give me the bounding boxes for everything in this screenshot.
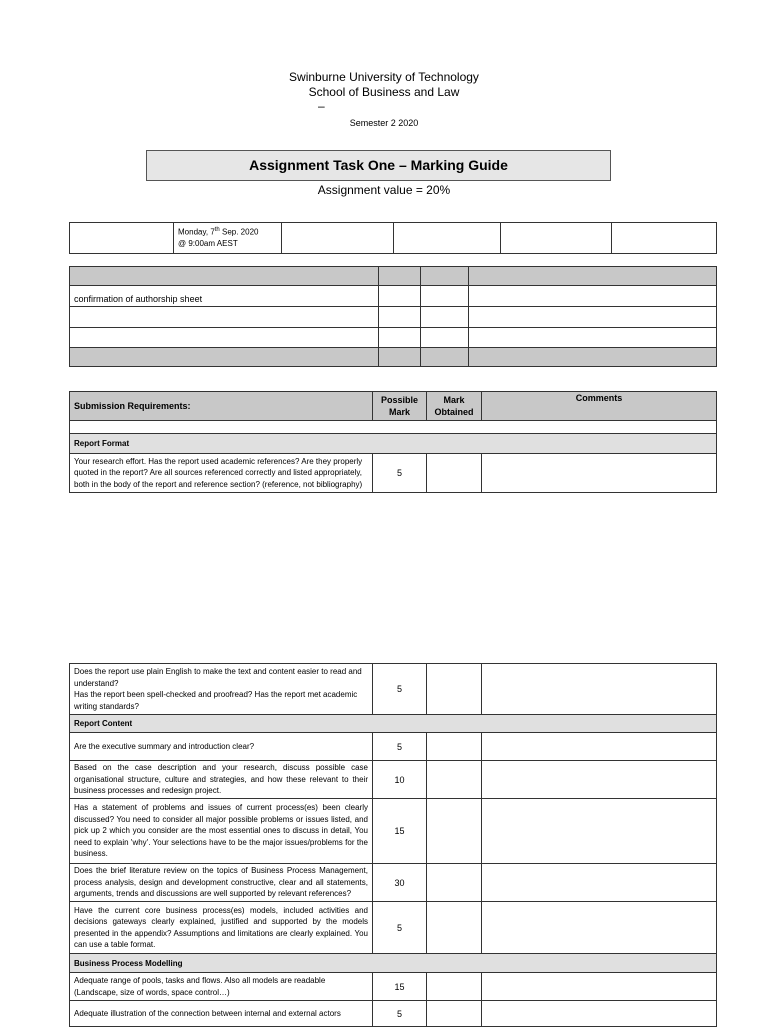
comment-cell	[482, 902, 717, 954]
spacer-row	[70, 421, 717, 434]
mark-obtained-header: Mark Obtained	[427, 392, 482, 421]
summary-cell	[379, 286, 421, 307]
due-date-cell	[174, 223, 282, 254]
pools-line1: Adequate range of pools, tasks and flows. Also all models are readable	[74, 976, 326, 985]
summary-cell	[379, 348, 421, 367]
summary-head-2	[379, 267, 421, 286]
mark-case: 10	[373, 761, 427, 799]
comment-cell	[482, 733, 717, 761]
summary-cell	[469, 348, 717, 367]
comment-cell	[482, 1001, 717, 1027]
comment-cell	[482, 799, 717, 864]
summary-cell	[421, 307, 469, 328]
semester: Semester 2 2020	[349, 118, 419, 128]
criterion-actors: Adequate illustration of the connection between internal and external actors	[70, 1001, 373, 1027]
info-table	[69, 222, 717, 254]
pools-line2: (Landscape, size of words, space control…)	[74, 987, 230, 997]
summary-cell	[469, 286, 717, 307]
criterion-problems: Has a statement of problems and issues of current process(es) been clearly discussed? You need to consider all major possible problems or issues listed, and pick up 2 which you consider are the most essential ones to discuss in detail, You need to explain 'why'. Your selections have to be the major issues/problems for the business.	[70, 799, 373, 864]
summary-cell	[70, 307, 379, 328]
criterion-case: Based on the case description and your research, discuss possible case organisational structure, culture and strategies, and how these relevant to their business processes and redesign project.	[70, 761, 373, 799]
section-bpm: Business Process Modelling	[70, 954, 717, 973]
header-dash: –	[318, 99, 325, 113]
due-time: @ 9:00am AEST	[178, 238, 238, 248]
mark-plain-english: 5	[373, 664, 427, 715]
obtained-cell	[427, 761, 482, 799]
summary-cell	[421, 348, 469, 367]
summary-table	[69, 266, 717, 367]
summary-cell	[421, 328, 469, 348]
mark-research: 5	[373, 454, 427, 493]
mark-literature: 30	[373, 864, 427, 902]
document-title: Assignment Task One – Marking Guide	[146, 150, 611, 181]
criterion-models: Have the current core business process(es) models, included activities and decisions gateways clearly explained, justified and supported by the models presented in the appendix? Assumptions and limitations are clearly explained. You can use a table format.	[70, 902, 373, 954]
requirements-header: Submission Requirements:	[70, 392, 373, 421]
criterion-research: Your research effort. Has the report used academic references? Are they properly quoted in the report? Are all sources referenced correctly and listed appropriately, both in the body of the report and reference section? (reference, not bibliography)	[70, 454, 373, 493]
mark-models: 5	[373, 902, 427, 954]
due-date: Monday, 7th Sep. 2020	[178, 227, 259, 237]
summary-cell	[379, 307, 421, 328]
summary-cell	[379, 328, 421, 348]
section-report-format: Report Format	[70, 434, 717, 454]
possible-mark-header: Possible Mark	[373, 392, 427, 421]
university-name: Swinburne University of Technology	[289, 70, 479, 84]
comment-cell	[482, 454, 717, 493]
criterion-literature: Does the brief literature review on the topics of Business Process Management, process analysis, design and development constructive, clear and all statements, arguments, trends and discussions are well supported by relevant references?	[70, 864, 373, 902]
info-cell-4	[394, 223, 501, 254]
assignment-value: Assignment value = 20%	[317, 183, 451, 197]
summary-head-4	[469, 267, 717, 286]
comment-cell	[482, 664, 717, 715]
obtained-cell	[427, 973, 482, 1001]
obtained-cell	[427, 799, 482, 864]
summary-cell	[421, 286, 469, 307]
comment-cell	[482, 864, 717, 902]
submission-table	[69, 391, 717, 493]
authorship-label: confirmation of authorship sheet	[70, 286, 379, 307]
info-cell-3	[282, 223, 394, 254]
school-name: School of Business and Law	[308, 85, 460, 99]
summary-cell	[70, 328, 379, 348]
comments-header: Comments	[482, 392, 717, 421]
summary-head-3	[421, 267, 469, 286]
summary-cell	[469, 328, 717, 348]
plain-english-line1: Does the report use plain English to make the text and content easier to read and understand?	[74, 667, 362, 688]
obtained-cell	[427, 1001, 482, 1027]
plain-english-line2: Has the report been spell-checked and proofread? Has the report met academic writing standards?	[74, 690, 358, 711]
info-cell-1	[70, 223, 174, 254]
obtained-cell	[427, 664, 482, 715]
obtained-cell	[427, 902, 482, 954]
info-cell-6	[612, 223, 717, 254]
summary-cell	[70, 348, 379, 367]
section-report-content: Report Content	[70, 715, 717, 733]
info-cell-5	[501, 223, 612, 254]
mark-problems: 15	[373, 799, 427, 864]
comment-cell	[482, 973, 717, 1001]
summary-cell	[469, 307, 717, 328]
criterion-plain-english	[70, 664, 373, 715]
comment-cell	[482, 761, 717, 799]
obtained-cell	[427, 733, 482, 761]
mark-pools: 15	[373, 973, 427, 1001]
mark-actors: 5	[373, 1001, 427, 1027]
obtained-cell	[427, 454, 482, 493]
obtained-cell	[427, 864, 482, 902]
mark-exec-summary: 5	[373, 733, 427, 761]
criteria-table	[69, 663, 717, 1027]
criterion-pools	[70, 973, 373, 1001]
criterion-exec-summary: Are the executive summary and introduction clear?	[70, 733, 373, 761]
summary-head-1	[70, 267, 379, 286]
